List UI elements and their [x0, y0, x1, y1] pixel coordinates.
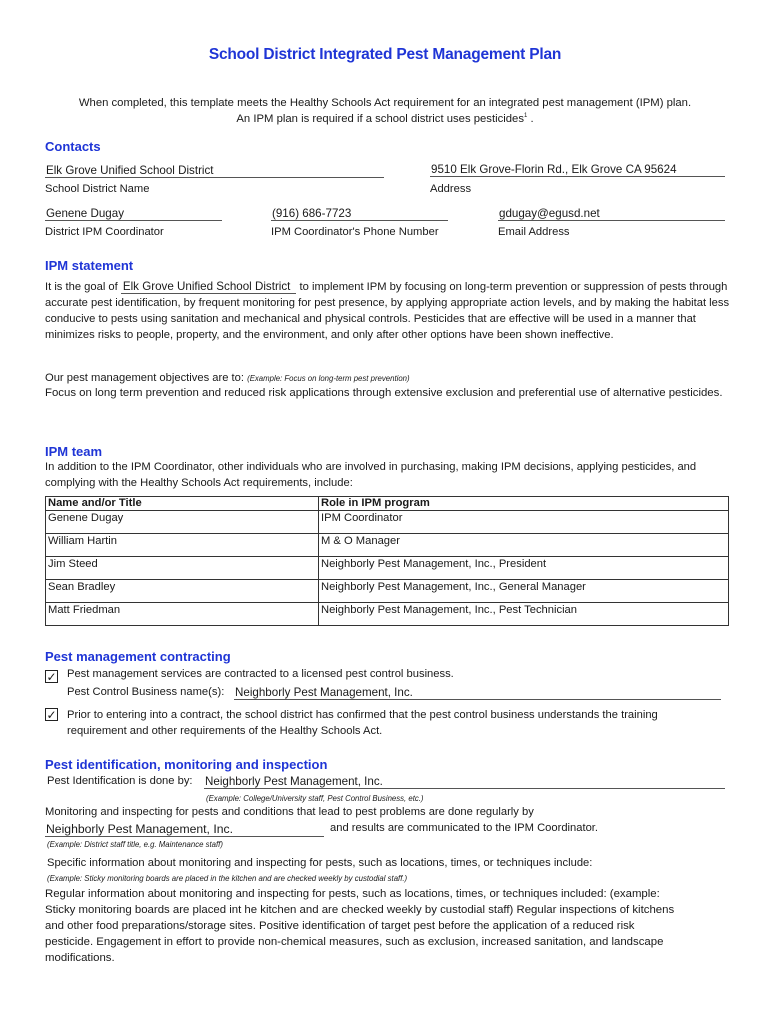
objectives-field[interactable]: Focus on long term prevention and reduced risk applications through extensive exclusion and preferential use of alternative pesticides.	[45, 387, 723, 399]
contracted-label: Pest management services are contracted to a licensed pest control business.	[67, 668, 454, 680]
table-row	[46, 557, 729, 580]
member-role[interactable]: M & O Manager	[319, 534, 729, 557]
intro-text: An IPM plan is required if a school district uses pesticides	[236, 113, 524, 125]
member-role[interactable]: Neighborly Pest Management, Inc., General Manager	[319, 580, 729, 603]
ipm-statement-paragraph	[45, 279, 733, 343]
member-name[interactable]: William Hartin	[46, 534, 319, 557]
intro-line-2	[0, 113, 770, 125]
page-title: School District Integrated Pest Management Plan	[208, 46, 562, 63]
ipm-team-heading: IPM team	[45, 444, 103, 459]
member-role[interactable]: IPM Coordinator	[319, 511, 729, 534]
ipm-team-intro: In addition to the IPM Coordinator, other individuals who are involved in purchasing, making IPM decisions, applying pesticides, and complying with the Healthy Schools Act requirements, include:	[45, 461, 697, 489]
table-row	[46, 534, 729, 557]
monitoring-label: Monitoring and inspecting for pests and conditions that lead to pest problems are done regularly by	[45, 806, 534, 818]
specific-field[interactable]: Regular information about monitoring and inspecting for pests, such as locations, times, or techniques included: (example: Sticky monitoring boards are placed int he kitchen and are checked weekly by custodial staff) Regular inspections of kitchens and other food preparations/storage sites. Positive identification of target pest before the application of a reduced risk pesticide. Engagement in effort to provide non-chemical measures, such as exclusion, increased sanitation, and landscape modifications.	[45, 888, 675, 964]
goal-district-field[interactable]: Elk Grove Unified School District	[121, 280, 297, 294]
table-row	[46, 511, 729, 534]
footnote-marker: 1	[523, 113, 528, 120]
col-name-header: Name and/or Title	[46, 497, 319, 511]
email-field[interactable]: gdugay@egusd.net	[498, 207, 725, 221]
goal-rest: pests through accurate pest identification, by frequent monitoring for pest presence, by applying appropriate action levels, and by making the habitat less conducive to pests using sanitation and mechanical and physical controls. Pesticides that are effective will be used in a manner that minimizes risks to people, property, and the environment, and only after other options have been shown ineffective.	[45, 281, 730, 341]
goal-suffix: to implement IPM by focusing on long-term prevention or suppression of	[299, 281, 657, 293]
confirmed-checkbox[interactable]: ✓	[46, 708, 57, 722]
monitoring-suffix: and results are communicated to the IPM Coordinator.	[330, 822, 599, 834]
intro-line-1: When completed, this template meets the Healthy Schools Act requirement for an integrated pest management (IPM) plan.	[78, 97, 692, 109]
contacts-heading: Contacts	[45, 139, 101, 154]
district-name-field[interactable]: Elk Grove Unified School District	[45, 164, 384, 178]
specific-label: Specific information about monitoring and inspecting for pests, such as locations, times, or techniques include:	[47, 857, 593, 869]
objectives-example: (Example: Focus on long-term pest prevention)	[247, 374, 410, 383]
ipm-statement-heading: IPM statement	[45, 258, 134, 273]
member-name[interactable]: Matt Friedman	[46, 603, 319, 626]
table-row	[46, 603, 729, 626]
objectives-label: Our pest management objectives are to:	[45, 372, 244, 384]
monitoring-field[interactable]: Neighborly Pest Management, Inc.	[45, 822, 324, 837]
coordinator-label: District IPM Coordinator	[45, 226, 164, 238]
done-by-label: Pest Identification is done by:	[47, 775, 193, 787]
address-label: Address	[430, 183, 472, 195]
coordinator-field[interactable]: Genene Dugay	[45, 207, 222, 221]
district-name-label: School District Name	[45, 183, 150, 195]
business-name-label: Pest Control Business name(s):	[67, 686, 225, 698]
confirmed-label: Prior to entering into a contract, the school district has confirmed that the pest control business understands the training requirement and other requirements of the Healthy Schools Act.	[67, 709, 658, 737]
specific-example: (Example: Sticky monitoring boards are placed in the kitchen and are checked weekly by custodial staff.)	[47, 874, 408, 883]
business-name-field[interactable]: Neighborly Pest Management, Inc.	[234, 686, 721, 700]
phone-field[interactable]: (916) 686-7723	[271, 207, 448, 221]
member-role[interactable]: Neighborly Pest Management, Inc., President	[319, 557, 729, 580]
col-role-header: Role in IPM program	[319, 497, 729, 511]
done-by-example: (Example: College/University staff, Pest Control Business, etc.)	[206, 794, 424, 803]
member-name[interactable]: Jim Steed	[46, 557, 319, 580]
contracting-heading: Pest management contracting	[45, 649, 231, 664]
done-by-field[interactable]: Neighborly Pest Management, Inc.	[204, 775, 725, 789]
address-field[interactable]: 9510 Elk Grove-Florin Rd., Elk Grove CA 95624	[430, 163, 725, 177]
monitoring-example: (Example: District staff title, e.g. Maintenance staff)	[47, 840, 223, 849]
table-row	[46, 580, 729, 603]
goal-prefix: It is the goal of	[45, 281, 118, 293]
email-label: Email Address	[498, 226, 570, 238]
ipm-team-table	[45, 496, 729, 626]
identification-heading: Pest identification, monitoring and inspection	[45, 757, 328, 772]
contracted-checkbox[interactable]: ✓	[46, 670, 57, 684]
member-name[interactable]: Genene Dugay	[46, 511, 319, 534]
member-role[interactable]: Neighborly Pest Management, Inc., Pest Technician	[319, 603, 729, 626]
intro-end: .	[527, 113, 534, 125]
phone-label: IPM Coordinator's Phone Number	[271, 226, 439, 238]
member-name[interactable]: Sean Bradley	[46, 580, 319, 603]
